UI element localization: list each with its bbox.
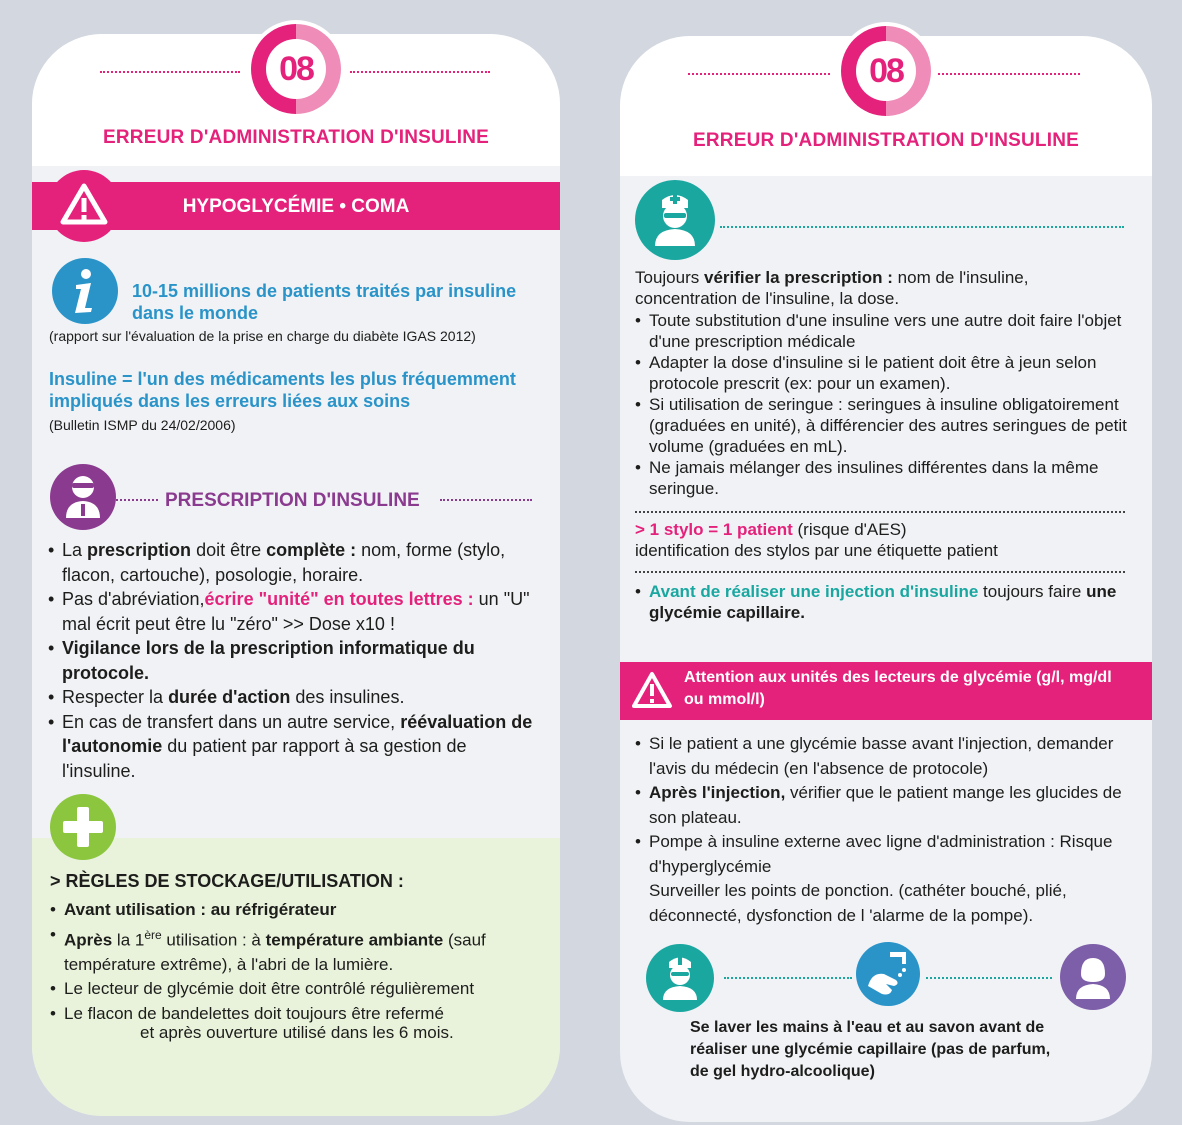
injection-list — [635, 581, 1127, 623]
prescription-item: • Vigilance lors de la prescription informatique du protocole. — [48, 636, 544, 685]
plus-icon — [50, 794, 116, 860]
hands-text: Se laver les mains à l'eau et au savon avant de réaliser une glycémie capillaire (pas de parfum, de gel hydro-alcoolique) — [690, 1019, 1051, 1080]
attention-warning-icon — [630, 670, 674, 710]
nurse-dotline — [720, 226, 1124, 228]
nurse-small-icon — [646, 944, 714, 1012]
injection-item: • Avant de réaliser une injection d'insuline toujours faire une glycémie capillaire. — [635, 581, 1127, 623]
handwash-icon — [856, 942, 920, 1006]
divider-2 — [635, 571, 1125, 573]
attention-item: • Après l'injection, vérifier que le patient mange les glucides de son plateau. — [635, 781, 1127, 830]
right-header-dotline-left — [688, 73, 830, 75]
prescription-item: • Respecter la durée d'action des insulines. — [48, 685, 544, 710]
insuline-source: (Bulletin ISMP du 24/02/2006) — [49, 417, 236, 433]
left-header-dotline-left — [100, 71, 240, 73]
stylo-line2: identification des stylos par une étiquette patient — [635, 541, 998, 560]
storage-title: > RÈGLES DE STOCKAGE/UTILISATION : — [50, 871, 404, 891]
stat-source: (rapport sur l'évaluation de la prise en charge du diabète IGAS 2012) — [49, 328, 476, 344]
stylo-line: > 1 stylo = 1 patient (risque d'AES) — [635, 520, 907, 539]
prescription-item: • Pas d'abréviation,écrire "unité" en toutes lettres : un "U" mal écrit peut être lu "zéro" >> Dose x10 ! — [48, 587, 544, 636]
attention-list — [635, 732, 1127, 879]
warning-icon — [48, 170, 120, 242]
insuline-highlight: Insuline = l'un des médicaments les plus fréquemment impliqués dans les erreurs liées aux soins — [49, 369, 516, 411]
left-badge-number: 08 — [266, 39, 326, 99]
storage-list — [50, 898, 546, 1026]
storage-item: • Le lecteur de glycémie doit être contrôlé régulièrement — [50, 977, 546, 1002]
attention-item: • Si le patient a une glycémie basse avant l'injection, demander l'avis du médecin (en l'absence de protocole) — [635, 732, 1127, 781]
attention-band — [620, 662, 1152, 720]
hands-dotline-right — [926, 977, 1052, 979]
left-title: ERREUR D'ADMINISTRATION D'INSULINE — [103, 127, 489, 148]
prescription-item: • En cas de transfert dans un autre service, réévaluation de l'autonomie du patient par rapport à sa gestion de l'insuline. — [48, 710, 544, 784]
hands-dotline-left — [724, 977, 852, 979]
storage-item: • Après la 1ère utilisation : à température ambiante (sauf température extrême), à l'abri de la lumière. — [50, 923, 546, 978]
verify-list — [635, 310, 1127, 499]
attention-item: • Pompe à insuline externe avec ligne d'administration : Risque d'hyperglycémie — [635, 830, 1127, 879]
nurse-icon — [635, 180, 715, 260]
verify-item: • Toute substitution d'une insuline vers une autre doit faire l'objet d'une prescription médicale — [635, 310, 1127, 352]
right-title: ERREUR D'ADMINISTRATION D'INSULINE — [693, 130, 1079, 151]
left-number-badge — [251, 24, 341, 114]
verify-paragraph: Toujours vérifier la prescription : nom de l'insuline, concentration de l'insuline, la dose. — [635, 268, 1029, 308]
right-badge-number: 08 — [856, 41, 916, 101]
right-card — [620, 36, 1152, 1122]
verify-item: • Ne jamais mélanger des insulines différentes dans la même seringue. — [635, 457, 1127, 499]
verify-item: • Adapter la dose d'insuline si le patient doit être à jeun selon protocole prescrit (ex: pour un examen). — [635, 352, 1127, 394]
storage-item: • Avant utilisation : au réfrigérateur — [50, 898, 546, 923]
doctor-icon — [50, 464, 116, 530]
stat-highlight: 10-15 millions de patients traités par insuline dans le monde — [132, 281, 517, 323]
right-header-dotline-right — [938, 73, 1080, 75]
pompe-extra: Surveiller les points de ponction. (cathéter bouché, plié, déconnecté, dysfonction de l 'alarme de la pompe). — [649, 881, 1067, 925]
attention-title: Attention aux unités des lecteurs de glycémie (g/l, mg/dl ou mmol/l) — [684, 669, 1112, 708]
band-title: HYPOGLYCÉMIE • COMA — [182, 196, 410, 217]
prescription-item: • La prescription doit être complète : nom, forme (stylo, flacon, cartouche), posologie, horaire. — [48, 538, 544, 587]
left-card — [32, 34, 560, 1116]
prescription-dotline-right — [440, 499, 532, 501]
verify-item: • Si utilisation de seringue : seringues à insuline obligatoirement (graduées en unité), à différencier des autres seringues de petit volume (graduées en mL). — [635, 394, 1127, 457]
prescription-title: PRESCRIPTION D'INSULINE — [165, 490, 420, 511]
divider-1 — [635, 511, 1125, 513]
prescription-list — [48, 538, 544, 783]
prescription-dotline-left — [116, 499, 158, 501]
info-icon — [52, 258, 118, 324]
right-number-badge — [841, 26, 931, 116]
storage-tail: et après ouverture utilisé dans les 6 mois. — [140, 1023, 454, 1042]
storage-item: • Le flacon de bandelettes doit toujours être refermé — [50, 1002, 546, 1027]
patient-icon — [1060, 944, 1126, 1010]
left-header-dotline-right — [350, 71, 490, 73]
